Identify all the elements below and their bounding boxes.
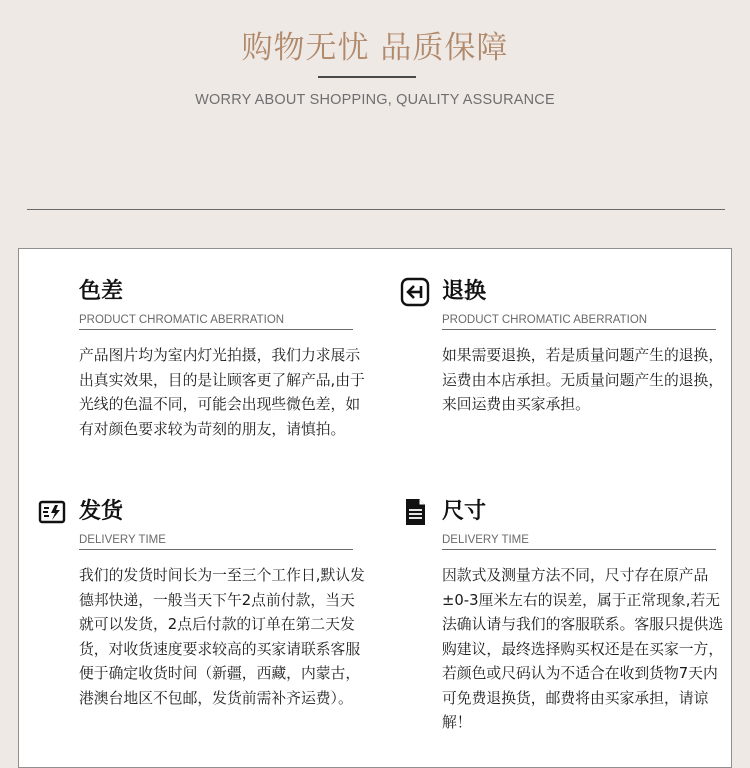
section-body: 因款式及测量方法不同，尺寸存在原产品±0-3厘米左右的误差，属于正常现象,若无法确认请与我们的客服联系。客服只提供选购建议，最终选择购买权还是在买家一方，若颜色或尺码认为不适合在收到货物7天内可免费退换货，邮费将由买家承担，请谅解！: [442, 567, 724, 731]
section-title: 退换: [442, 279, 487, 304]
section-body: 如果需要退换，若是质量问题产生的退换，运费由本店承担。无质量问题产生的退换，来回运费由买家承担。: [442, 347, 724, 413]
section-subtitle: PRODUCT CHROMATIC ABERRATION: [79, 314, 353, 330]
section-return-exchange: [442, 277, 732, 418]
section-color-difference: [79, 277, 369, 442]
section-header: [442, 277, 732, 307]
header-divider: [27, 209, 725, 210]
section-body: 产品图片均为室内灯光拍摄，我们力求展示出真实效果，目的是让顾客更了解产品,由于光线的色温不同，可能会出现些微色差，如有对颜色要求较为苛刻的朋友，请慎拍。: [79, 347, 365, 438]
page-subtitle: WORRY ABOUT SHOPPING, QUALITY ASSURANCE: [195, 92, 555, 108]
section-subtitle: DELIVERY TIME: [442, 534, 716, 550]
title-underline: [318, 76, 416, 78]
section-header: [79, 277, 369, 307]
page-title: 购物无忧 品质保障: [241, 30, 509, 66]
section-title: 尺寸: [442, 499, 487, 524]
section-body: 我们的发货时间长为一至三个工作日,默认发德邦快递，一般当天下午2点前付款，当天就可以发货，2点后付款的订单在第二天发货，对收货速度要求较高的买家请联系客服便于确定收货时间（新疆，西藏，内蒙古，港澳台地区不包邮，发货前需补齐运费）。: [79, 567, 365, 707]
section-size: [442, 497, 732, 736]
info-panel: [18, 248, 732, 768]
delivery-truck-icon: [37, 497, 67, 527]
section-title: 色差: [79, 279, 124, 304]
section-header: [79, 497, 369, 527]
return-icon: [400, 277, 430, 307]
section-title: 发货: [79, 499, 124, 524]
section-header: [442, 497, 732, 527]
section-subtitle: PRODUCT CHROMATIC ABERRATION: [442, 314, 716, 330]
section-delivery: [79, 497, 369, 711]
document-icon: [400, 497, 430, 527]
section-subtitle: DELIVERY TIME: [79, 534, 353, 550]
